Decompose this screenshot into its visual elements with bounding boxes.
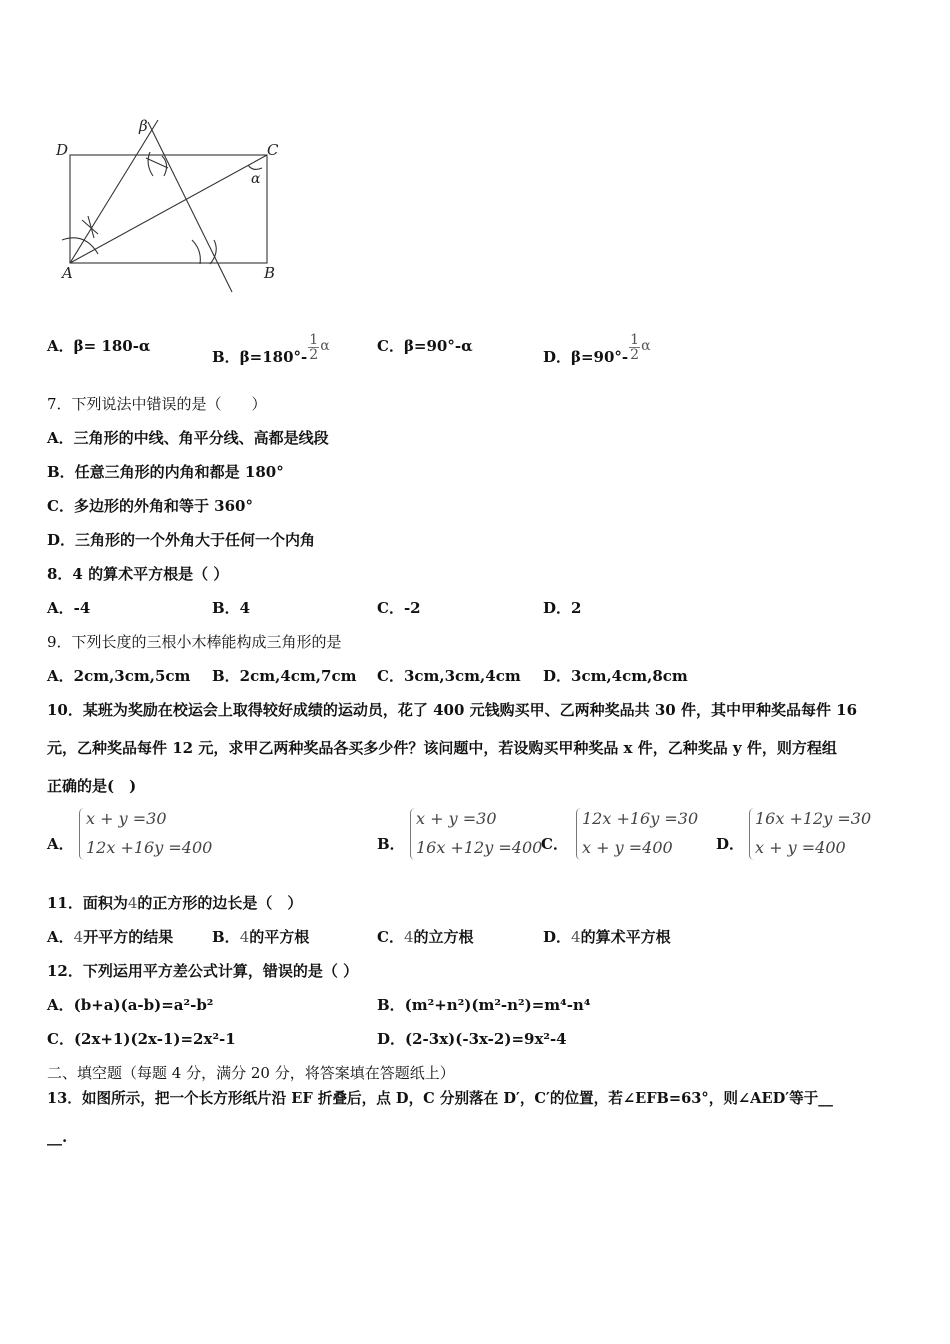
fold-line-b [148,122,232,292]
q8-option-b: B．4 [212,599,251,617]
q12-option-d: D．(2-3x)(-3x-2)=9x²-4 [377,1030,567,1048]
fraction-half: $\frac{1}{2}$ [309,331,319,363]
q11-option-c: C．4的立方根 [377,928,474,946]
q8-option-c: C．-2 [377,599,421,617]
q11-option-a: A．4开平方的结果 [47,928,174,946]
q10-option-c-system: 12x +16y =30 x + y =400 [582,809,699,857]
diagonal-ac [70,155,267,263]
q12-option-a: A．(b+a)(a-b)=a²-b² [47,996,214,1014]
q13-line2: __. [47,1128,68,1146]
fraction-half: $\frac{1}{2}$ [630,331,640,363]
q10-stem-line3: 正确的是( ) [47,777,137,795]
q8-option-d: D．2 [543,599,582,617]
q9-option-a: A．2cm,3cm,5cm [47,667,191,685]
q9-option-d: D．3cm,4cm,8cm [543,667,688,685]
q6-option-a: A．β= 180-α [47,337,151,355]
q10-option-d-letter: D． [716,835,745,853]
label-b: B [264,264,276,282]
q10-option-d-system: 16x +12y =30 x + y =400 [755,809,872,857]
q11-option-b: B．4的平方根 [212,928,310,946]
q6-option-d: D．β=90°- $\frac{1}{2}$ α [543,331,651,366]
q11-option-d: D．4的算术平方根 [543,928,671,946]
q13-line1: 13．如图所示，把一个长方形纸片沿 EF 折叠后，点 D，C 分别落在 D′，C′的位置，若∠EFB=63°，则∠AED′等于__ [47,1090,833,1107]
q10-stem-line2: 元，乙种奖品每件 12 元，求甲乙两种奖品各买多少件？该问题中，若设购买甲种奖品 x 件，乙种奖品 y 件，则方程组 [47,739,837,757]
q7-option-b: B．任意三角形的内角和都是 180° [47,463,284,481]
q10-option-d-brace [749,808,754,860]
arc-top-left [148,152,153,176]
q7-option-c: C．多边形的外角和等于 360° [47,497,253,515]
arc-mid-right [210,240,216,264]
label-beta: β [139,117,148,135]
q12-option-c: C．(2x+1)(2x-1)=2x²-1 [47,1030,236,1048]
q9-option-c: C．3cm,3cm,4cm [377,667,521,685]
label-c: C [267,141,279,159]
q7-option-a: A．三角形的中线、角平分线、高都是线段 [47,429,329,447]
q7-option-d: D．三角形的一个外角大于任何一个内角 [47,531,316,549]
q10-option-c-letter: C． [541,835,568,853]
q6-option-c: C．β=90°-α [377,337,473,355]
arc-mid-left [192,240,200,264]
q10-option-c-brace [576,808,581,860]
q9-stem: 9．下列长度的三根小木棒能构成三角形的是 [47,633,342,651]
fold-line-a [70,120,158,263]
q7-stem: 7．下列说法中错误的是（ ） [47,395,267,413]
q12-stem: 12．下列运用平方差公式计算，错误的是（ ） [47,962,359,980]
section-2-heading: 二、填空题（每题 4 分，满分 20 分，将答案填在答题纸上） [47,1064,455,1082]
q11-stem: 11．面积为4的正方形的边长是（ ） [47,894,303,912]
q6-option-b: B．β=180°- $\frac{1}{2}$ α [212,331,330,366]
geometry-figure [50,112,300,297]
q10-option-b-letter: B． [377,835,405,853]
label-a: A [62,264,73,282]
q12-option-b: B．(m²+n²)(m²-n²)=m⁴-n⁴ [377,996,591,1014]
q10-option-a-system: x + y =30 12x +16y =400 [86,809,213,857]
q8-stem: 8．4 的算术平方根是（ ） [47,565,229,583]
label-d: D [56,141,69,159]
tick-a2 [88,216,94,238]
arc-c [248,165,262,169]
q10-option-b-brace [410,808,415,860]
q10-option-a-letter: A． [47,835,74,853]
q10-stem-line1: 10．某班为奖励在校运会上取得较好成绩的运动员，花了 400 元钱购买甲、乙两种奖品共 30 件，其中甲种奖品每件 16 [47,701,858,719]
q8-option-a: A．-4 [47,599,91,617]
q10-option-a-brace [79,808,84,860]
q10-option-b-system: x + y =30 16x +12y =400 [416,809,543,857]
q9-option-b: B．2cm,4cm,7cm [212,667,357,685]
label-alpha: α [251,171,261,187]
